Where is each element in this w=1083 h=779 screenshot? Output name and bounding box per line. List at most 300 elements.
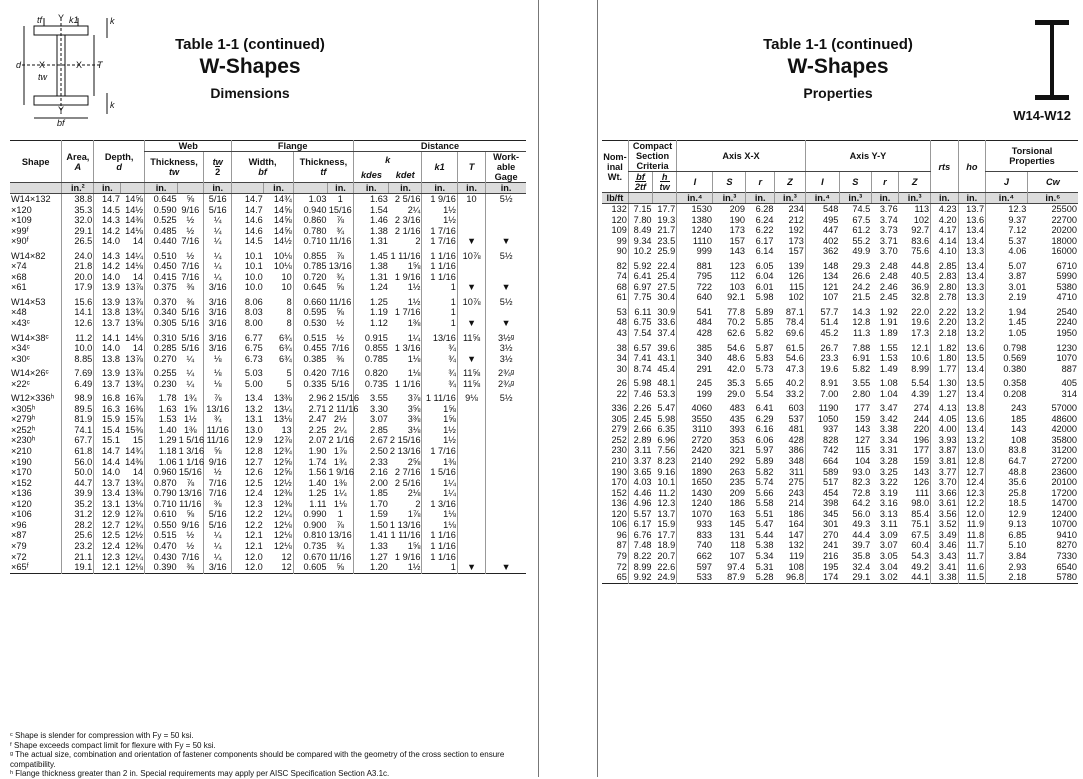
table-cell: ¼ <box>204 236 232 247</box>
table-cell: 126 <box>913 477 930 488</box>
table-cell: 1.74 <box>293 457 327 468</box>
table-cell: 9.37 <box>986 215 1028 226</box>
table-cell: 54.3 <box>911 550 930 561</box>
table-cell: 6.24 <box>755 214 774 225</box>
table-cell: 5.28 <box>755 572 774 583</box>
table-row <box>602 530 1078 541</box>
table-cell: 2¼ <box>333 424 347 435</box>
table-cell <box>486 404 526 415</box>
table-cell: 2.33 <box>354 457 389 468</box>
table-cell: 11/16 <box>204 425 232 436</box>
table-cell: 10⅞ <box>457 297 485 308</box>
table-cell: ½ <box>186 250 195 261</box>
dimensions-page <box>0 0 539 777</box>
table-row <box>10 414 526 425</box>
table-cell: 39.7 <box>852 540 871 551</box>
table-cell: 2.25 <box>293 425 327 436</box>
table-cell: 13⅞ <box>125 296 144 307</box>
table-cell: 26 <box>616 378 627 389</box>
table-cell: 4.14 <box>931 236 958 247</box>
table-cell: 603 <box>788 403 804 414</box>
table-cell: 0.670 <box>293 552 327 563</box>
table-cell <box>457 467 485 478</box>
table-cell: ¾ <box>422 343 457 354</box>
table-cell: 10.1 <box>657 477 676 488</box>
table-cell: 14.1 <box>62 307 94 318</box>
table-cell: 0.335 <box>293 379 327 390</box>
table-cell: 533 <box>677 572 713 583</box>
table-cell: 18000 <box>1051 235 1077 246</box>
table-cell: 13⅛ <box>125 498 144 509</box>
table-cell: 12 <box>281 551 292 562</box>
table-cell: ▼ <box>457 318 485 329</box>
table-cell: 54.6 <box>785 353 804 364</box>
table-cell: 6¾ <box>278 353 292 364</box>
footnote-g: ᵍ The actual size, combination and orientation of fastener components should be compared with the geometry of the cross section to ensure compatibility. <box>10 750 505 769</box>
col-Iy: I <box>805 172 839 193</box>
table-cell: 57000 <box>1051 403 1077 414</box>
table-cell: 3.30 <box>354 404 389 415</box>
col-nominal-wt: Nom- inal Wt. <box>602 141 628 193</box>
table-cell: 121 <box>805 282 839 293</box>
table-row <box>10 509 526 520</box>
table-cell <box>457 552 485 563</box>
table-cell: 2.18 <box>931 328 958 339</box>
footnote-f: ᶠ Shape exceeds compact limit for flexure with Fy = 50 ksi. <box>10 740 216 750</box>
table-cell: 35.3 <box>727 378 745 389</box>
table-cell: 7/16 <box>181 261 200 272</box>
table-cell <box>486 499 526 510</box>
table-cell: 190 <box>729 214 745 225</box>
table-cell: 2 11/16 <box>328 403 359 414</box>
table-cell: 13⅞ <box>125 353 144 364</box>
table-cell: 4.00 <box>931 424 958 435</box>
table-cell: 87.9 <box>727 572 745 583</box>
table-cell: 402 <box>805 236 839 247</box>
table-cell: 13.8 <box>958 403 985 414</box>
table-cell: 1.70 <box>354 499 389 510</box>
table-cell: 1.92 <box>879 306 898 317</box>
table-cell: 3½ᵍ <box>486 333 526 344</box>
table-cell: 20200 <box>1051 225 1077 236</box>
table-cell: 0.380 <box>986 364 1028 375</box>
table-cell: 9/16 <box>181 204 200 215</box>
table-cell: 14.2 <box>94 226 121 237</box>
table-cell: 0.515 <box>145 530 178 541</box>
table-row <box>602 467 1078 478</box>
table-continued-label: Table 1-1 (continued) <box>763 36 913 53</box>
table-cell: 1.04 <box>879 388 898 399</box>
table-cell: 45.2 <box>805 328 839 339</box>
table-cell: 11.7 <box>958 540 985 551</box>
table-cell: 10.2 <box>628 246 652 257</box>
table-cell: 2 <box>415 498 421 509</box>
table-cell: ▼ <box>457 282 485 293</box>
table-cell: ⅞ <box>336 215 345 226</box>
table-cell: 13.3 <box>958 282 985 293</box>
table-cell: 1.91 <box>879 317 898 328</box>
table-cell: 1.38 <box>354 261 389 272</box>
table-cell: ×34ᶜ <box>11 343 30 354</box>
table-row <box>10 404 526 415</box>
table-cell <box>457 261 485 272</box>
table-cell: 1.40 <box>145 425 178 436</box>
table-cell: 1.41 <box>354 530 389 541</box>
table-cell: 14⅝ <box>125 194 144 204</box>
table-cell <box>457 541 485 552</box>
table-cell <box>486 467 526 478</box>
table-cell: 1⅛ <box>333 498 347 509</box>
table-cell: 1.40 <box>293 478 327 489</box>
table-cell: 0.440 <box>145 236 178 247</box>
table-cell <box>486 530 526 541</box>
table-cell: 722 <box>677 282 713 293</box>
table-cell: ×48 <box>11 307 27 318</box>
table-cell: 12.1 <box>94 562 121 573</box>
table-cell: 22700 <box>1051 214 1077 225</box>
table-row <box>10 562 526 573</box>
table-cell: 6540 <box>1056 561 1077 572</box>
table-cell: 13/16 <box>422 333 457 344</box>
table-cell: 1650 <box>677 477 713 488</box>
table-cell: 10.0 <box>232 282 264 293</box>
table-cell: 2.71 <box>293 404 327 415</box>
table-row <box>602 498 1078 509</box>
table-cell: 548 <box>805 204 839 215</box>
table-cell: 19.6 <box>911 317 930 328</box>
table-cell: 5.97 <box>755 445 774 456</box>
table-cell: 24.0 <box>62 251 94 262</box>
table-cell: 3.05 <box>879 550 898 561</box>
table-cell: 3.01 <box>986 282 1028 293</box>
footnote-h: ʰ Flange thickness greater than 2 in. Special requirements may apply per AISC Specification Section A3.1c. <box>10 769 390 779</box>
table-cell: 18.9 <box>657 540 676 551</box>
table-cell: 1¾ <box>183 393 197 404</box>
table-cell: 435 <box>729 413 745 424</box>
table-cell: 14.5 <box>232 236 264 247</box>
table-cell: ⅝ <box>336 562 345 573</box>
table-cell: 1 5/16 <box>422 467 457 478</box>
table-cell: ¼ <box>186 353 195 364</box>
table-cell: 15.9 <box>94 414 121 425</box>
table-cell: 152 <box>611 487 627 498</box>
table-cell: 5.65 <box>755 378 774 389</box>
table-cell: 2.22 <box>931 307 958 318</box>
table-cell: 3/16 <box>204 343 232 354</box>
table-cell: 109 <box>611 225 627 236</box>
table-cell: 3/16 <box>204 297 232 308</box>
table-cell: 44.8 <box>911 260 930 271</box>
table-cell: 107 <box>805 292 839 303</box>
table-cell: 0.645 <box>293 282 327 293</box>
table-cell: ¾ <box>336 271 345 282</box>
table-cell: 3.11 <box>880 519 898 530</box>
table-cell: 6.01 <box>755 281 774 292</box>
table-cell: ×61 <box>11 282 27 293</box>
table-cell: 1¼ <box>422 478 457 489</box>
dimensions-title-block <box>160 36 340 101</box>
table-cell: 1⅛ <box>407 353 421 364</box>
table-cell: 0.780 <box>293 226 327 237</box>
table-cell: 1 1/16 <box>178 456 205 467</box>
table-cell: 9.13 <box>986 519 1028 530</box>
table-cell: 1 9/16 <box>328 467 355 478</box>
table-cell: 5.98 <box>628 378 652 389</box>
table-cell: 1.59 <box>354 509 389 520</box>
table-cell: 1.85 <box>354 488 389 499</box>
table-cell: 10.0 <box>62 343 94 354</box>
table-cell: 235 <box>729 477 745 488</box>
table-cell: 29.1 <box>62 226 94 237</box>
table-cell: 12.3 <box>94 552 121 563</box>
table-cell: 12.6 <box>62 318 94 329</box>
table-cell: 3⅝ <box>407 403 421 414</box>
table-cell: 7/16 <box>181 271 200 282</box>
table-cell: 1 1/16 <box>422 530 457 541</box>
table-cell: 3.38 <box>879 424 898 435</box>
table-cell: ×30ᶜ <box>11 353 30 364</box>
table-cell: 6.14 <box>755 246 774 257</box>
table-cell: 220 <box>913 424 930 435</box>
table-cell <box>457 215 485 226</box>
table-cell: ¼ <box>186 368 195 379</box>
table-cell: 10.1 <box>232 251 264 262</box>
table-cell: 0.385 <box>293 354 327 365</box>
table-cell: 139 <box>788 260 804 271</box>
table-cell: 13⅜ <box>125 488 144 499</box>
table-cell: W14×132 <box>11 194 51 204</box>
table-cell: 11/16 <box>329 236 352 247</box>
unit-cell: in. <box>204 183 232 194</box>
table-cell: 1.55 <box>879 342 898 353</box>
table-cell: 82.3 <box>852 477 871 488</box>
table-cell: 115 <box>855 445 871 456</box>
table-cell: 25.4 <box>657 271 676 282</box>
table-cell: 13.6 <box>958 414 985 425</box>
table-cell: 2540 <box>1056 306 1077 317</box>
table-cell: 292 <box>729 456 745 467</box>
table-cell: 5.47 <box>755 519 774 530</box>
table-cell: 13.3 <box>958 292 985 303</box>
table-cell: 1190 <box>805 403 839 414</box>
table-cell: 16.8 <box>94 393 121 404</box>
table-cell: 3.93 <box>931 435 958 446</box>
table-cell: 0.390 <box>145 562 178 573</box>
table-cell: 118 <box>730 540 745 551</box>
table-cell: 495 <box>805 215 839 226</box>
table-cell: 29.3 <box>852 260 871 271</box>
table-cell: 1¼ <box>407 332 421 343</box>
unit-cell: in. <box>94 183 121 194</box>
table-cell: 26.7 <box>805 343 839 354</box>
table-cell: 0.915 <box>354 333 389 344</box>
table-cell: 1⅜ <box>183 424 197 435</box>
table-cell: 1 11/16 <box>422 393 457 404</box>
table-cell: 1.03 <box>293 194 327 205</box>
table-cell: 5/16 <box>181 318 200 329</box>
table-cell: 1.06 <box>145 457 178 468</box>
table-cell: 1110 <box>677 236 713 247</box>
table-cell: 17.3 <box>911 328 930 339</box>
table-cell: 12¾ <box>273 446 292 457</box>
table-cell: ¼ <box>204 530 232 541</box>
table-cell: 10.1 <box>232 261 264 272</box>
table-cell: ½ <box>336 332 345 343</box>
table-cell: 6.76 <box>628 530 652 541</box>
table-cell: 12.2 <box>232 509 264 520</box>
table-cell: 14.5 <box>94 205 121 216</box>
table-cell: 0.960 <box>145 467 178 478</box>
table-cell: 6.35 <box>657 424 676 435</box>
table-row <box>10 488 526 499</box>
table-cell: ▼ <box>486 236 526 247</box>
table-cell: 0.208 <box>986 389 1028 400</box>
col-kdet: kdet <box>395 169 415 180</box>
unit-cell: in.² <box>62 183 94 194</box>
table-cell: ×152 <box>11 477 32 488</box>
table-cell: 12⅜ <box>273 488 292 499</box>
table-cell: 103 <box>729 281 745 292</box>
table-cell: ×65ᶠ <box>11 562 29 573</box>
table-cell: 3.07 <box>879 540 898 551</box>
table-cell: 0.230 <box>145 379 178 390</box>
table-cell: 12.0 <box>232 552 264 563</box>
col-Zx: Z <box>775 172 806 193</box>
table-cell: 13.2 <box>232 404 264 415</box>
table-cell: 38.8 <box>62 194 94 205</box>
table-cell: 0.450 <box>145 261 178 272</box>
table-cell: 13.9 <box>94 368 121 379</box>
table-cell: 12⅞ <box>125 509 144 520</box>
table-cell: 14½ <box>125 204 144 215</box>
table-cell: 3.25 <box>879 466 898 477</box>
table-cell: 3550 <box>677 414 713 425</box>
table-cell: 263 <box>729 466 745 477</box>
table-cell: 24.2 <box>852 281 871 292</box>
col-k1: k1 <box>422 152 457 183</box>
table-cell: 6710 <box>1056 260 1077 271</box>
table-cell: 14.2 <box>94 261 121 272</box>
table-cell: 1.08 <box>879 378 898 389</box>
table-cell: 14⅜ <box>125 456 144 467</box>
table-cell: 1⅜ <box>407 318 421 329</box>
table-row <box>10 446 526 457</box>
table-row <box>602 215 1078 226</box>
table-cell: 37.4 <box>657 328 676 339</box>
table-cell: W12×336ʰ <box>11 393 55 404</box>
table-cell: 3.47 <box>879 403 898 414</box>
table-cell: 11/16 <box>179 498 202 509</box>
table-row <box>10 368 526 379</box>
table-row <box>602 378 1078 389</box>
table-cell: 23.3 <box>805 353 839 364</box>
table-cell: 35.2 <box>62 499 94 510</box>
table-cell: 5990 <box>1056 271 1077 282</box>
group-distance: Distance <box>354 141 526 152</box>
table-cell: 1.33 <box>354 541 389 552</box>
table-cell: 14.6 <box>232 215 264 226</box>
table-cell: 1.29 <box>145 435 178 446</box>
table-cell: 1 7/16 <box>422 236 457 247</box>
table-cell: 92.7 <box>911 225 930 236</box>
table-cell: 10.6 <box>911 353 930 364</box>
unit-cell: in.⁴ <box>677 193 713 204</box>
table-row <box>602 317 1078 328</box>
table-cell <box>457 499 485 510</box>
k1-label: k1 <box>69 15 79 25</box>
table-cell: 14 <box>132 271 144 282</box>
table-cell: 5780 <box>1056 572 1077 583</box>
table-cell: 13.8 <box>94 307 121 318</box>
table-cell: 12⅝ <box>273 456 292 467</box>
k-bot-label: k <box>110 100 115 110</box>
table-cell <box>457 307 485 318</box>
unit-cell: in.⁴ <box>986 193 1028 204</box>
table-cell: 0.855 <box>293 251 327 262</box>
table-cell: 3⅜ <box>407 414 421 425</box>
table-cell: 62.6 <box>727 328 745 339</box>
col-k: k <box>354 152 422 168</box>
table-cell: 147 <box>788 529 804 540</box>
table-cell: 14 <box>132 343 144 354</box>
table-cell: ½ <box>186 540 195 551</box>
unit-cell: in.³ <box>899 193 931 204</box>
table-cell: 13⅝ <box>125 318 144 329</box>
table-cell: 92.1 <box>727 292 745 303</box>
table-cell: 13/16 <box>204 404 232 415</box>
table-cell: 48600 <box>1051 413 1077 424</box>
table-cell: ¾ <box>422 379 457 390</box>
col-flange-width: Width, bf <box>232 152 293 183</box>
table-cell: 1.82 <box>931 343 958 354</box>
table-cell: 42000 <box>1051 424 1077 435</box>
table-cell: 13⅛ <box>273 414 292 425</box>
table-cell: 3.22 <box>879 477 898 488</box>
table-cell: 1 <box>422 282 457 293</box>
table-row <box>602 389 1078 400</box>
table-cell: 214 <box>788 498 804 509</box>
table-cell: 3110 <box>677 424 713 435</box>
table-cell: 0.590 <box>145 205 178 216</box>
table-cell: 362 <box>805 246 839 257</box>
table-cell: 96.8 <box>785 572 804 583</box>
table-cell: 0.790 <box>145 488 178 499</box>
table-row <box>10 530 526 541</box>
table-cell: 10 <box>281 271 292 282</box>
table-cell: 0.415 <box>145 272 178 283</box>
table-cell: 1½ <box>422 205 457 216</box>
table-cell: 4.46 <box>628 488 652 499</box>
table-cell: 8 <box>286 296 292 307</box>
table-cell: 0.710 <box>293 236 327 247</box>
table-cell: 13.2 <box>958 317 985 328</box>
table-cell: 17.7 <box>657 204 676 214</box>
table-cell <box>486 541 526 552</box>
table-cell: 1¼ <box>333 488 347 499</box>
table-cell: 157 <box>788 246 804 257</box>
unit-cell: in.³ <box>713 193 746 204</box>
table-cell <box>486 509 526 520</box>
table-cell: 14.4 <box>94 457 121 468</box>
table-cell: 1⅜ <box>333 477 347 488</box>
table-cell: 7/16 <box>181 551 200 562</box>
table-cell: 1.49 <box>879 363 898 374</box>
table-cell: 15⅞ <box>125 414 144 425</box>
table-cell: 1.63 <box>145 404 178 415</box>
table-cell: 15.6 <box>62 297 94 308</box>
table-cell: 30.4 <box>657 292 676 303</box>
table-cell: 3.34 <box>879 434 898 445</box>
